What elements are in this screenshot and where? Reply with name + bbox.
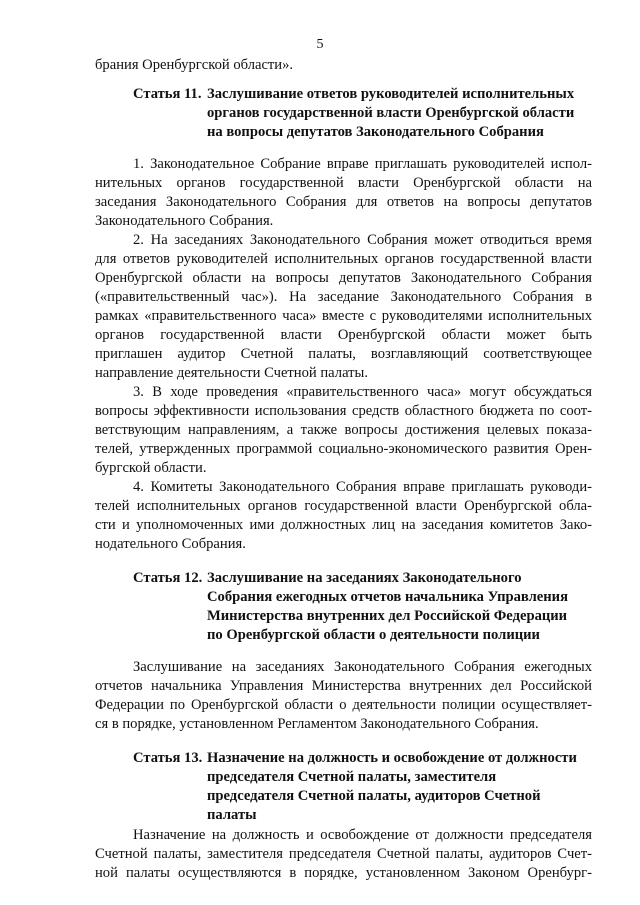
article-11-label: Статья 11. [133, 86, 202, 102]
text-line: нительных органов государственной власти Оренбургской области на [95, 175, 592, 191]
text-line: рамках «правительственного часа» вместе с руководителями исполнительных [95, 308, 592, 324]
text-line: органов государственной власти Оренбургской области может быть [95, 327, 592, 343]
text-line: («правительственный час»). На заседание Законодательного Собрания в [95, 289, 592, 305]
article-12-title-line: Заслушивание на заседаниях Законодательного [207, 570, 522, 586]
text-line: сти и уполномоченных ими должностных лиц на заседания комитетов Зако- [95, 517, 592, 533]
text-line: 4. Комитеты Законодательного Собрания вправе приглашать руководи- [133, 479, 592, 495]
text-line: отчетов начальника Управления Министерства внутренних дел Российской [95, 678, 592, 694]
article-11-title-line: органов государственной власти Оренбургской области [207, 105, 575, 121]
text-line: 1. Законодательное Собрание вправе приглашать руководителей испол- [133, 156, 592, 172]
article-13-label: Статья 13. [133, 750, 203, 766]
page-number: 5 [316, 37, 324, 52]
intro-line: брания Оренбургской области». [95, 57, 294, 73]
text-line: приглашен аудитор Счетной палаты, возглавляющий соответствующее [95, 346, 592, 362]
text-line: заседания Законодательного Собрания для ответов на вопросы депутатов [95, 194, 592, 210]
text-line: телей, утвержденных программой социально-экономического развития Орен- [95, 441, 592, 457]
article-11-title-line: на вопросы депутатов Законодательного Собрания [207, 124, 544, 140]
text-line: ной палаты осуществляются в порядке, установленном Законом Оренбург- [95, 865, 592, 881]
text-line: направление деятельности Счетной палаты. [95, 365, 369, 381]
article-12-label: Статья 12. [133, 570, 203, 586]
text-line: Счетной палаты, заместителя председателя Счетной палаты, аудиторов Счет- [95, 846, 592, 862]
text-line: 3. В ходе проведения «правительственного часа» могут обсуждаться [133, 384, 592, 400]
text-line: бургской области. [95, 460, 207, 476]
article-12-title-line: Министерства внутренних дел Российской Федерации [207, 608, 568, 624]
text-line: для ответов руководителей исполнительных органов государственной власти [95, 251, 592, 267]
text-line: нодательного Собрания. [95, 536, 246, 552]
article-13-title-line: Назначение на должность и освобождение от должности [207, 750, 577, 766]
text-line: Назначение на должность и освобождение от должности председателя [133, 827, 592, 843]
text-line: ветствующим направлениям, а также вопросы достижения целевых показа- [95, 422, 592, 438]
article-13-title-line: председателя Счетной палаты, аудиторов Счетной [207, 788, 541, 804]
text-line: Законодательного Собрания. [95, 213, 274, 229]
article-13-title-line: палаты [207, 807, 257, 823]
article-13-title-line: председателя Счетной палаты, заместителя [207, 769, 497, 785]
article-12-title-line: по Оренбургской области о деятельности полиции [207, 627, 540, 643]
text-line: телей исполнительных органов государственной власти Оренбургской обла- [95, 498, 592, 514]
text-line: вопросы эффективности использования средств областного бюджета по соот- [95, 403, 592, 419]
text-line: Заслушивание на заседаниях Законодательного Собрания ежегодных [133, 659, 592, 675]
text-line: Федерации по Оренбургской области о деятельности полиции осуществляет- [95, 697, 592, 713]
text-line: 2. На заседаниях Законодательного Собрания может отводиться время [133, 232, 592, 248]
article-12-title-line: Собрания ежегодных отчетов начальника Управления [207, 589, 568, 605]
article-11-title-line: Заслушивание ответов руководителей исполнительных [207, 86, 575, 102]
text-line: ся в порядке, установленном Регламентом Законодательного Собрания. [95, 716, 539, 732]
text-line: Оренбургской области на вопросы депутатов Законодательного Собрания [95, 270, 592, 286]
